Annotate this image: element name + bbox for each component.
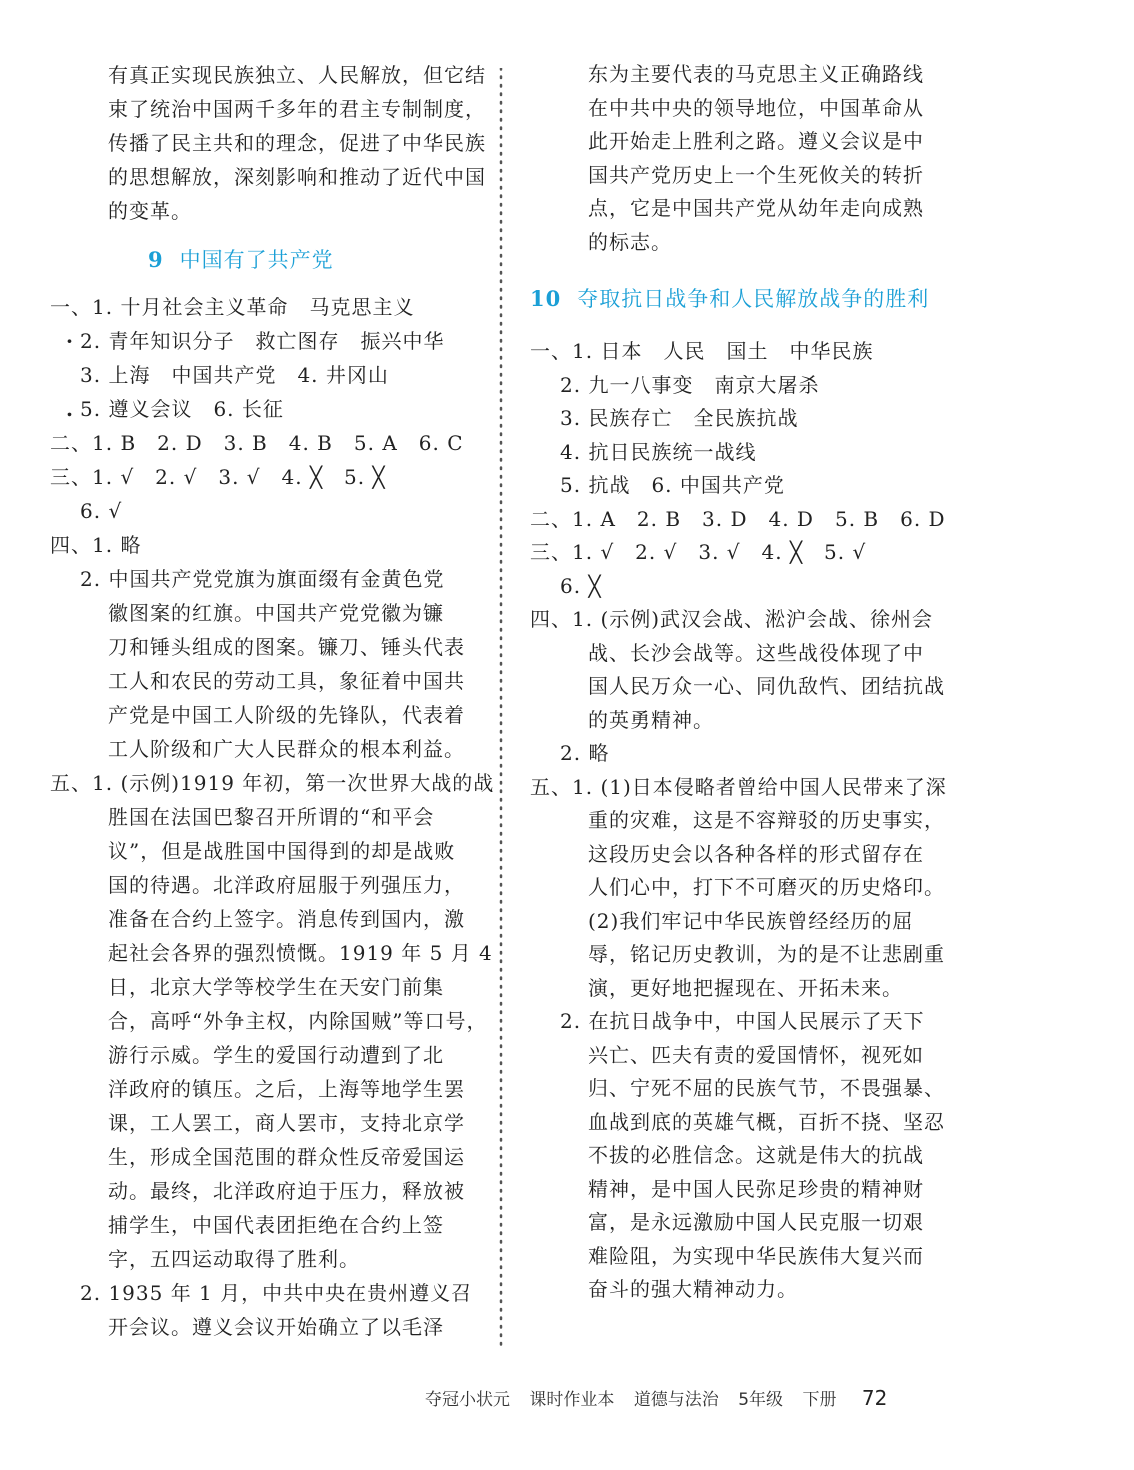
section-title: 夺取抗日战争和人民解放战争的胜利 [577,287,930,311]
text-line: 的思想解放，深刻影响和推动了近代中国 [108,165,486,189]
text-line: 点，它是中国共产党从幼年走向成熟 [588,196,924,220]
answer-line: 三、1. √ 2. √ 3. √ 4. ╳ 5. ╳ [50,465,386,489]
section-title: 中国有了共产党 [179,248,334,272]
answer-line: 五、1. (示例)1919 年初，第一次世界大战的战 [50,771,495,795]
right-column [530,58,950,1307]
text-line: 有真正实现民族独立、人民解放，但它结 [108,63,486,87]
text-line: 兴亡、匹夫有责的爱国情怀，视死如 [588,1042,924,1067]
answer-line: 2. 九一八事变 南京大屠杀 [560,372,820,397]
answer-line: . 5. 遵义会议 6. 长征 [66,397,284,421]
text-line: 徽图案的红旗。中国共产党党徽为镰 [108,601,444,625]
section-number: 9 [148,247,164,272]
text-line: 开会议。遵义会议开始确立了以毛泽 [108,1315,444,1339]
answer-line: 五、1. (1)日本侵略者曾给中国人民带来了深 [530,774,947,799]
text-line: 国的待遇。北洋政府屈服于列强压力， [108,873,465,897]
text-line: 此开始走上胜利之路。遵义会议是中 [588,129,924,153]
footer-term: 下册 [802,1390,837,1410]
text-line: 生，形成全国范围的群众性反帝爱国运 [108,1145,465,1169]
text-line: 的变革。 [108,199,192,223]
text-line: 产党是中国工人阶级的先锋队，代表着 [108,703,465,727]
text-line: 日，北京大学等校学生在天安门前集 [108,975,444,999]
text-line: 字，五四运动取得了胜利。 [108,1247,360,1271]
text-line: 国共产党历史上一个生死攸关的转折 [588,162,924,187]
text-line: 难险阻，为实现中华民族伟大复兴而 [588,1243,924,1268]
answer-line: 2. 中国共产党党旗为旗面缀有金黄色党 [80,567,445,591]
section-heading-10 [530,271,950,327]
answer-line: 一、1. 十月社会主义革命 马克思主义 [50,295,415,319]
answer-line: 四、1. (示例)武汉会战、淞沪会战、徐州会 [530,607,934,631]
text-line: 传播了民主共和的理念，促进了中华民族 [108,131,486,155]
answer-line: 5. 抗战 6. 中国共产党 [560,473,785,497]
text-line: 不拔的必胜信念。这就是伟大的抗战 [588,1143,924,1167]
text-line: 胜国在法国巴黎召开所谓的“和平会 [108,805,435,829]
text-line: 归、宁死不屈的民族气节，不畏强暴、 [588,1076,945,1100]
answer-line: 2. 1935 年 1 月，中共中央在贵州遵义召 [80,1281,473,1305]
page-number: 72 [861,1386,888,1410]
text-line: 国人民万众一心、同仇敌忾、团结抗战 [588,674,945,698]
left-column [50,58,495,1344]
text-line: 游行示威。学生的爱国行动遭到了北 [108,1043,444,1067]
footer-book: 课时作业本 [529,1390,615,1410]
section-heading-9 [50,232,470,288]
answer-line: 3. 民族存亡 全民族抗战 [560,406,799,430]
text-line: 课，工人罢工，商人罢市，支持北京学 [108,1111,465,1135]
text-line: 富，是永远激励中国人民克服一切艰 [588,1210,924,1234]
answer-line: 二、1. B 2. D 3. B 4. B 5. A 6. C [50,431,464,455]
text-line: 人们心中，打下不可磨灭的历史烙印。 [588,875,945,899]
text-line: (2)我们牢记中华民族曾经经历的屈 [588,908,914,933]
answer-line: 4. 抗日民族统一战线 [560,439,757,464]
text-line: 的标志。 [588,229,672,254]
text-line: 奋斗的强大精神动力。 [588,1277,798,1301]
text-line: 准备在合约上签字。消息传到国内，激 [108,907,465,931]
footer-subject: 道德与法治 [633,1390,719,1410]
text-line: 演，更好地把握现在、开拓未来。 [588,975,903,1000]
text-line: 这段历史会以各种各样的形式留存在 [588,841,924,866]
answer-line: 2. 略 [560,741,610,765]
answer-line: 3. 上海 中国共产党 4. 井冈山 [80,363,389,387]
text-line: 东为主要代表的马克思主义正确路线 [588,62,924,86]
text-line: 合，高呼“外争主权，内除国贼”等口号， [108,1009,488,1033]
answer-line: 四、1. 略 [50,533,142,557]
text-line: 起社会各界的强烈愤慨。1919 年 5 月 4 [108,941,493,965]
text-line: 刀和锤头组成的图案。镰刀、锤头代表 [108,635,465,659]
footer-grade: 5年级 [738,1390,784,1410]
text-line: 议”，但是战胜国中国得到的却是战败 [108,839,456,863]
answer-line: 2. 在抗日战争中，中国人民展示了天下 [560,1009,925,1033]
answer-line: 6. √ [80,499,123,523]
text-line: 的英勇精神。 [588,707,714,732]
text-line: 重的灾难，这是不容辩驳的历史事实， [588,808,945,832]
text-line: 工人和农民的劳动工具，象征着中国共 [108,669,465,693]
text-line: 血战到底的英雄气概，百折不挠、坚忍 [588,1109,945,1134]
section-number: 10 [530,286,562,311]
answer-line: 三、1. √ 2. √ 3. √ 4. ╳ 5. √ [530,540,867,564]
answer-line: · 2. 青年知识分子 救亡图存 振兴中华 [66,329,445,353]
text-line: 精神，是中国人民弥足珍贵的精神财 [588,1176,924,1201]
text-line: 战、长沙会战等。这些战役体现了中 [588,640,924,665]
text-line: 工人阶级和广大人民群众的根本利益。 [108,737,465,761]
text-line: 束了统治中国两千多年的君主专制制度， [108,97,486,121]
page-footer [425,1383,901,1413]
footer-brand: 夺冠小状元 [425,1390,510,1410]
text-line: 洋政府的镇压。之后，上海等地学生罢 [108,1077,465,1101]
text-line: 在中共中央的领导地位，中国革命从 [588,95,924,120]
answer-line: 一、1. 日本 人民 国土 中华民族 [530,339,874,363]
text-line: 捕学生，中国代表团拒绝在合约上签 [108,1213,444,1237]
answer-line: 二、1. A 2. B 3. D 4. D 5. B 6. D [530,506,946,531]
answer-line: 6. ╳ [560,573,602,598]
column-divider [498,68,504,1348]
text-line: 辱，铭记历史教训，为的是不让悲剧重 [588,942,945,966]
text-line: 动。最终，北洋政府迫于压力，释放被 [108,1179,465,1203]
